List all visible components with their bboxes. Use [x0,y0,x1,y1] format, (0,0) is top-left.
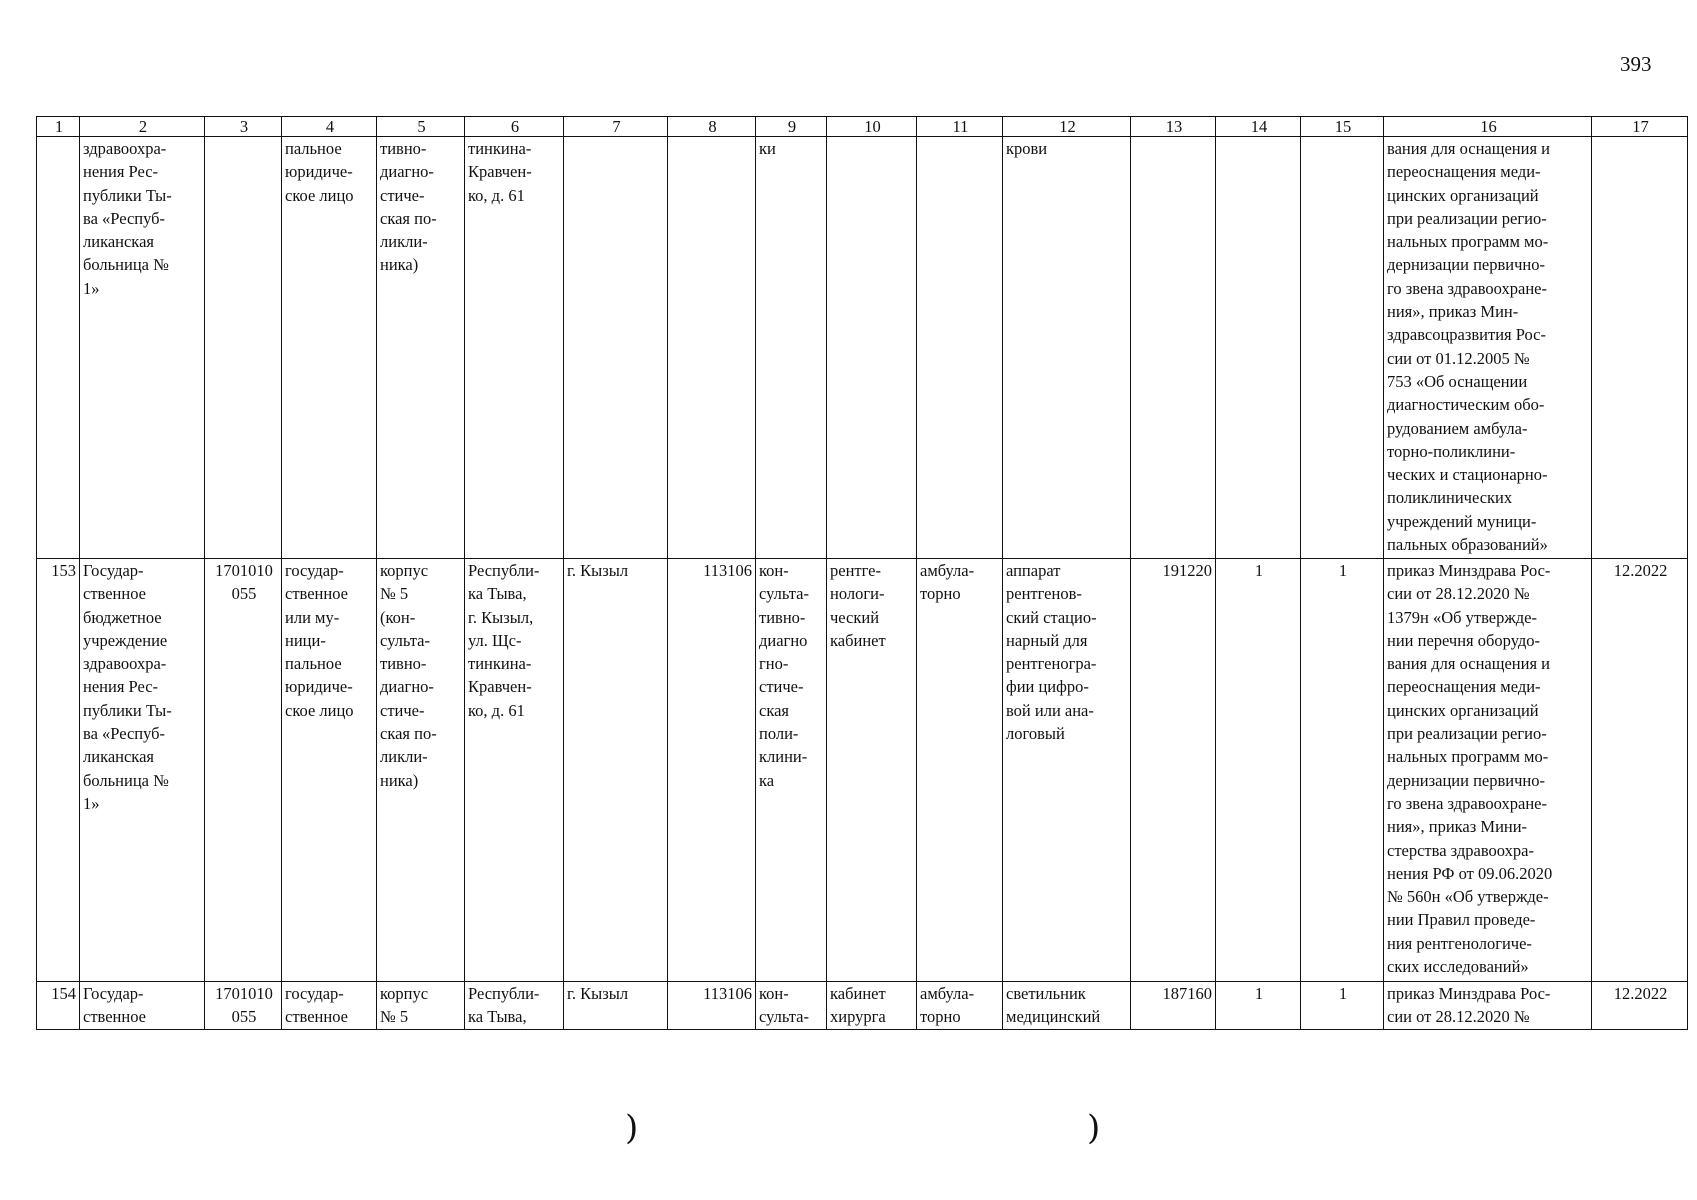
column-number: 1 [37,117,80,137]
date-cell [1592,137,1688,559]
column-number: 9 [756,117,827,137]
city-cell: г. Кызыл [564,559,668,982]
column-number: 17 [1592,117,1688,137]
column-number: 16 [1384,117,1592,137]
legal-basis-cell: вания для оснащения и переоснащения меди- цинских организаций при реализации регио- нальных программ мо- дернизации первично- го звена здравоохране- ния», приказ Мин- здравсоцразвития Рос- сии от 01.12.2005 № 753 «Об оснащении диагностическим обо- рудованием амбула- торно-поликлини- ческих и стационарно- поликлинических учреждений муници- пальных образований» [1384,137,1592,559]
code-cell: 1701010 055 [205,559,282,982]
date-cell: 12.2022 [1592,982,1688,1030]
row-number-cell [37,137,80,559]
care-form-cell: амбула- торно [917,559,1003,982]
column-number: 14 [1216,117,1301,137]
equipment-table [36,116,1688,1030]
care-form-cell: амбула- торно [917,982,1003,1030]
room-cell: рентге- нологи- ческий кабинет [827,559,917,982]
code-number-cell: 113106 [668,559,756,982]
column-number: 15 [1301,117,1384,137]
care-form-cell [917,137,1003,559]
address-cell: Республи- ка Тыва, [465,982,564,1030]
equipment-cell: светильник медицинский [1003,982,1131,1030]
unit-type-cell: кон- сульта- тивно- диагно гно- стиче- ская поли- клини- ка [756,559,827,982]
column-number: 13 [1131,117,1216,137]
equipment-code-cell [1131,137,1216,559]
column-number: 5 [377,117,465,137]
unit-type-cell: ки [756,137,827,559]
date-cell: 12.2022 [1592,559,1688,982]
table-row [37,982,1688,1030]
room-cell: кабинет хирурга [827,982,917,1030]
page-number: 393 [1620,52,1652,76]
column-number: 10 [827,117,917,137]
table-row-continued [37,137,1688,559]
equipment-code-cell: 187160 [1131,982,1216,1030]
city-cell: г. Кызыл [564,982,668,1030]
equipment-cell: крови [1003,137,1131,559]
handwritten-mark: ) [625,1108,639,1148]
quantity-cell [1301,137,1384,559]
legal-form-cell: пальное юридиче- ское лицо [282,137,377,559]
legal-form-cell: государ- ственное [282,982,377,1030]
building-cell: корпус № 5 [377,982,465,1030]
code-number-cell [668,137,756,559]
room-cell [827,137,917,559]
quantity-cell: 1 [1301,559,1384,982]
code-cell: 1701010 055 [205,982,282,1030]
table-row [37,559,1688,982]
column-number: 7 [564,117,668,137]
handwritten-mark: ) [1087,1108,1101,1148]
column-number-header-row [37,117,1688,137]
legal-basis-cell: приказ Минздрава Рос- сии от 28.12.2020 № [1384,982,1592,1030]
city-cell [564,137,668,559]
column-number: 12 [1003,117,1131,137]
quantity-cell [1216,137,1301,559]
organization-name-cell: здравоохра- нения Рес- публики Ты- ва «Респуб- ликанская больница № 1» [80,137,205,559]
quantity-cell: 1 [1216,559,1301,982]
building-cell: корпус № 5 (кон- сульта- тивно- диагно- стиче- ская по- ликли- ника) [377,559,465,982]
code-number-cell: 113106 [668,982,756,1030]
quantity-cell: 1 [1216,982,1301,1030]
quantity-cell: 1 [1301,982,1384,1030]
building-cell: тивно- диагно- стиче- ская по- ликли- ника) [377,137,465,559]
row-number-cell: 154 [37,982,80,1030]
organization-name-cell: Государ- ственное [80,982,205,1030]
address-cell: тинкина- Кравчен- ко, д. 61 [465,137,564,559]
column-number: 11 [917,117,1003,137]
address-cell: Республи- ка Тыва, г. Кызыл, ул. Щс- тинкина- Кравчен- ко, д. 61 [465,559,564,982]
row-number-cell: 153 [37,559,80,982]
column-number: 2 [80,117,205,137]
organization-name-cell: Государ- ственное бюджетное учреждение здравоохра- нения Рес- публики Ты- ва «Респуб- ликанская больница № 1» [80,559,205,982]
equipment-cell: аппарат рентгенов- ский стацио- нарный для рентгеногра- фии цифро- вой или ана- логовый [1003,559,1131,982]
column-number: 3 [205,117,282,137]
column-number: 6 [465,117,564,137]
legal-basis-cell: приказ Минздрава Рос- сии от 28.12.2020 № 1379н «Об утвержде- нии перечня оборудо- вания для оснащения и переоснащения меди- цинских организаций при реализации регио- нальных программ мо- дернизации первично- го звена здравоохране- ния», приказ Мини- стерства здравоохра- нения РФ от 09.06.2020 № 560н «Об утвержде- нии Правил проведе- ния рентгенологиче- ских исследований» [1384,559,1592,982]
unit-type-cell: кон- сульта- [756,982,827,1030]
equipment-code-cell: 191220 [1131,559,1216,982]
legal-form-cell: государ- ственное или му- ници- пальное юридиче- ское лицо [282,559,377,982]
code-cell [205,137,282,559]
column-number: 4 [282,117,377,137]
column-number: 8 [668,117,756,137]
